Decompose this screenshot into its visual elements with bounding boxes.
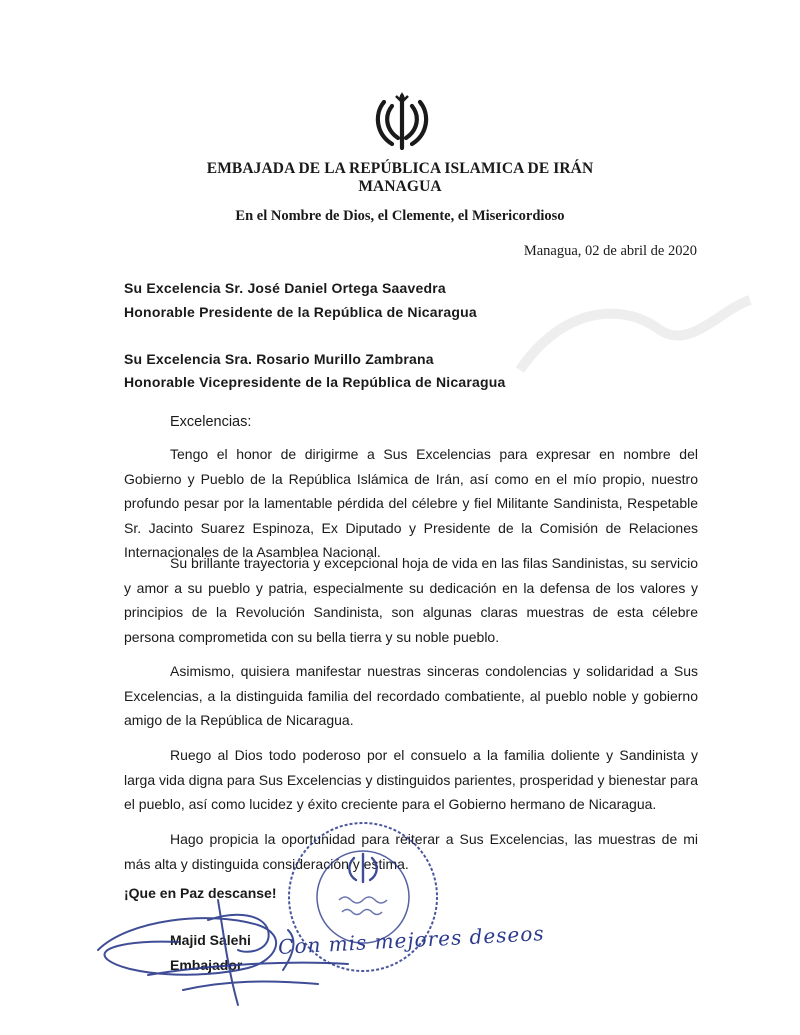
salutation: Excelencias: — [170, 414, 252, 430]
handwritten-note: Con mis mejores deseos — [277, 921, 546, 959]
closing-line: ¡Que en Paz descanse! — [124, 885, 277, 901]
signer-name: Majid Salehi — [170, 932, 251, 948]
addressee-line: Su Excelencia Sr. José Daniel Ortega Saavedra — [124, 280, 446, 296]
invocation: En el Nombre de Dios, el Clemente, el Misericordioso — [235, 208, 565, 224]
addressee-line: Su Excelencia Sra. Rosario Murillo Zambrana — [124, 351, 434, 367]
body-paragraph: Ruego al Dios todo poderoso por el consuelo a la familia doliente y Sandinista y larga vida digna para Sus Excelencias y distinguidos parientes, prosperidad y bienestar para el pueblo, así como lucidez y éxito creciente para el Gobierno hermano de Nicaragua. — [124, 747, 698, 813]
iran-emblem-icon — [370, 88, 434, 152]
embassy-name: EMBAJADA DE LA REPÚBLICA ISLAMICA DE IRÁN — [206, 160, 594, 177]
body-paragraph: Asimismo, quisiera manifestar nuestras sinceras condolencias y solidaridad a Sus Excelencias, a la distinguida familia del recordado combatiente, al pueblo noble y gobierno amigo de la República de Nicaragua. — [124, 663, 698, 729]
signer-title: Embajador — [170, 957, 243, 973]
body-paragraph: Su brillante trayectoria y excepcional hoja de vida en las filas Sandinistas, su servicio y amor a su pueblo y patria, especialmente su dedicación en la defensa de los valores y principios de la Revolución Sandinista, son algunas claras muestras de esta célebre persona comprometida con su bella tierra y su noble pueblo. — [124, 555, 698, 645]
letter-date: Managua, 02 de abril de 2020 — [523, 243, 697, 259]
background-watermark-icon — [500, 270, 760, 410]
body-paragraph: Hago propicia la oportunidad para reiterar a Sus Excelencias, las muestras de mi más alta y distinguida consideración y estima. — [124, 831, 698, 872]
body-paragraph: Tengo el honor de dirigirme a Sus Excelencias para expresar en nombre del Gobierno y Pueblo de la República Islámica de Irán, así como en el mío propio, nuestro profundo pesar por la lamentable pérdida del célebre y fiel Militante Sandinista, Respetable Sr. Jacinto Suarez Espinoza, Ex Diputado y Presidente de la Comisión de Relaciones Internacionales de la Asamblea Nacional. — [124, 446, 698, 561]
addressee-line: Honorable Vicepresidente de la República de Nicaragua — [124, 374, 506, 390]
addressee-line: Honorable Presidente de la República de Nicaragua — [124, 304, 477, 320]
embassy-city: MANAGUA — [358, 178, 442, 195]
